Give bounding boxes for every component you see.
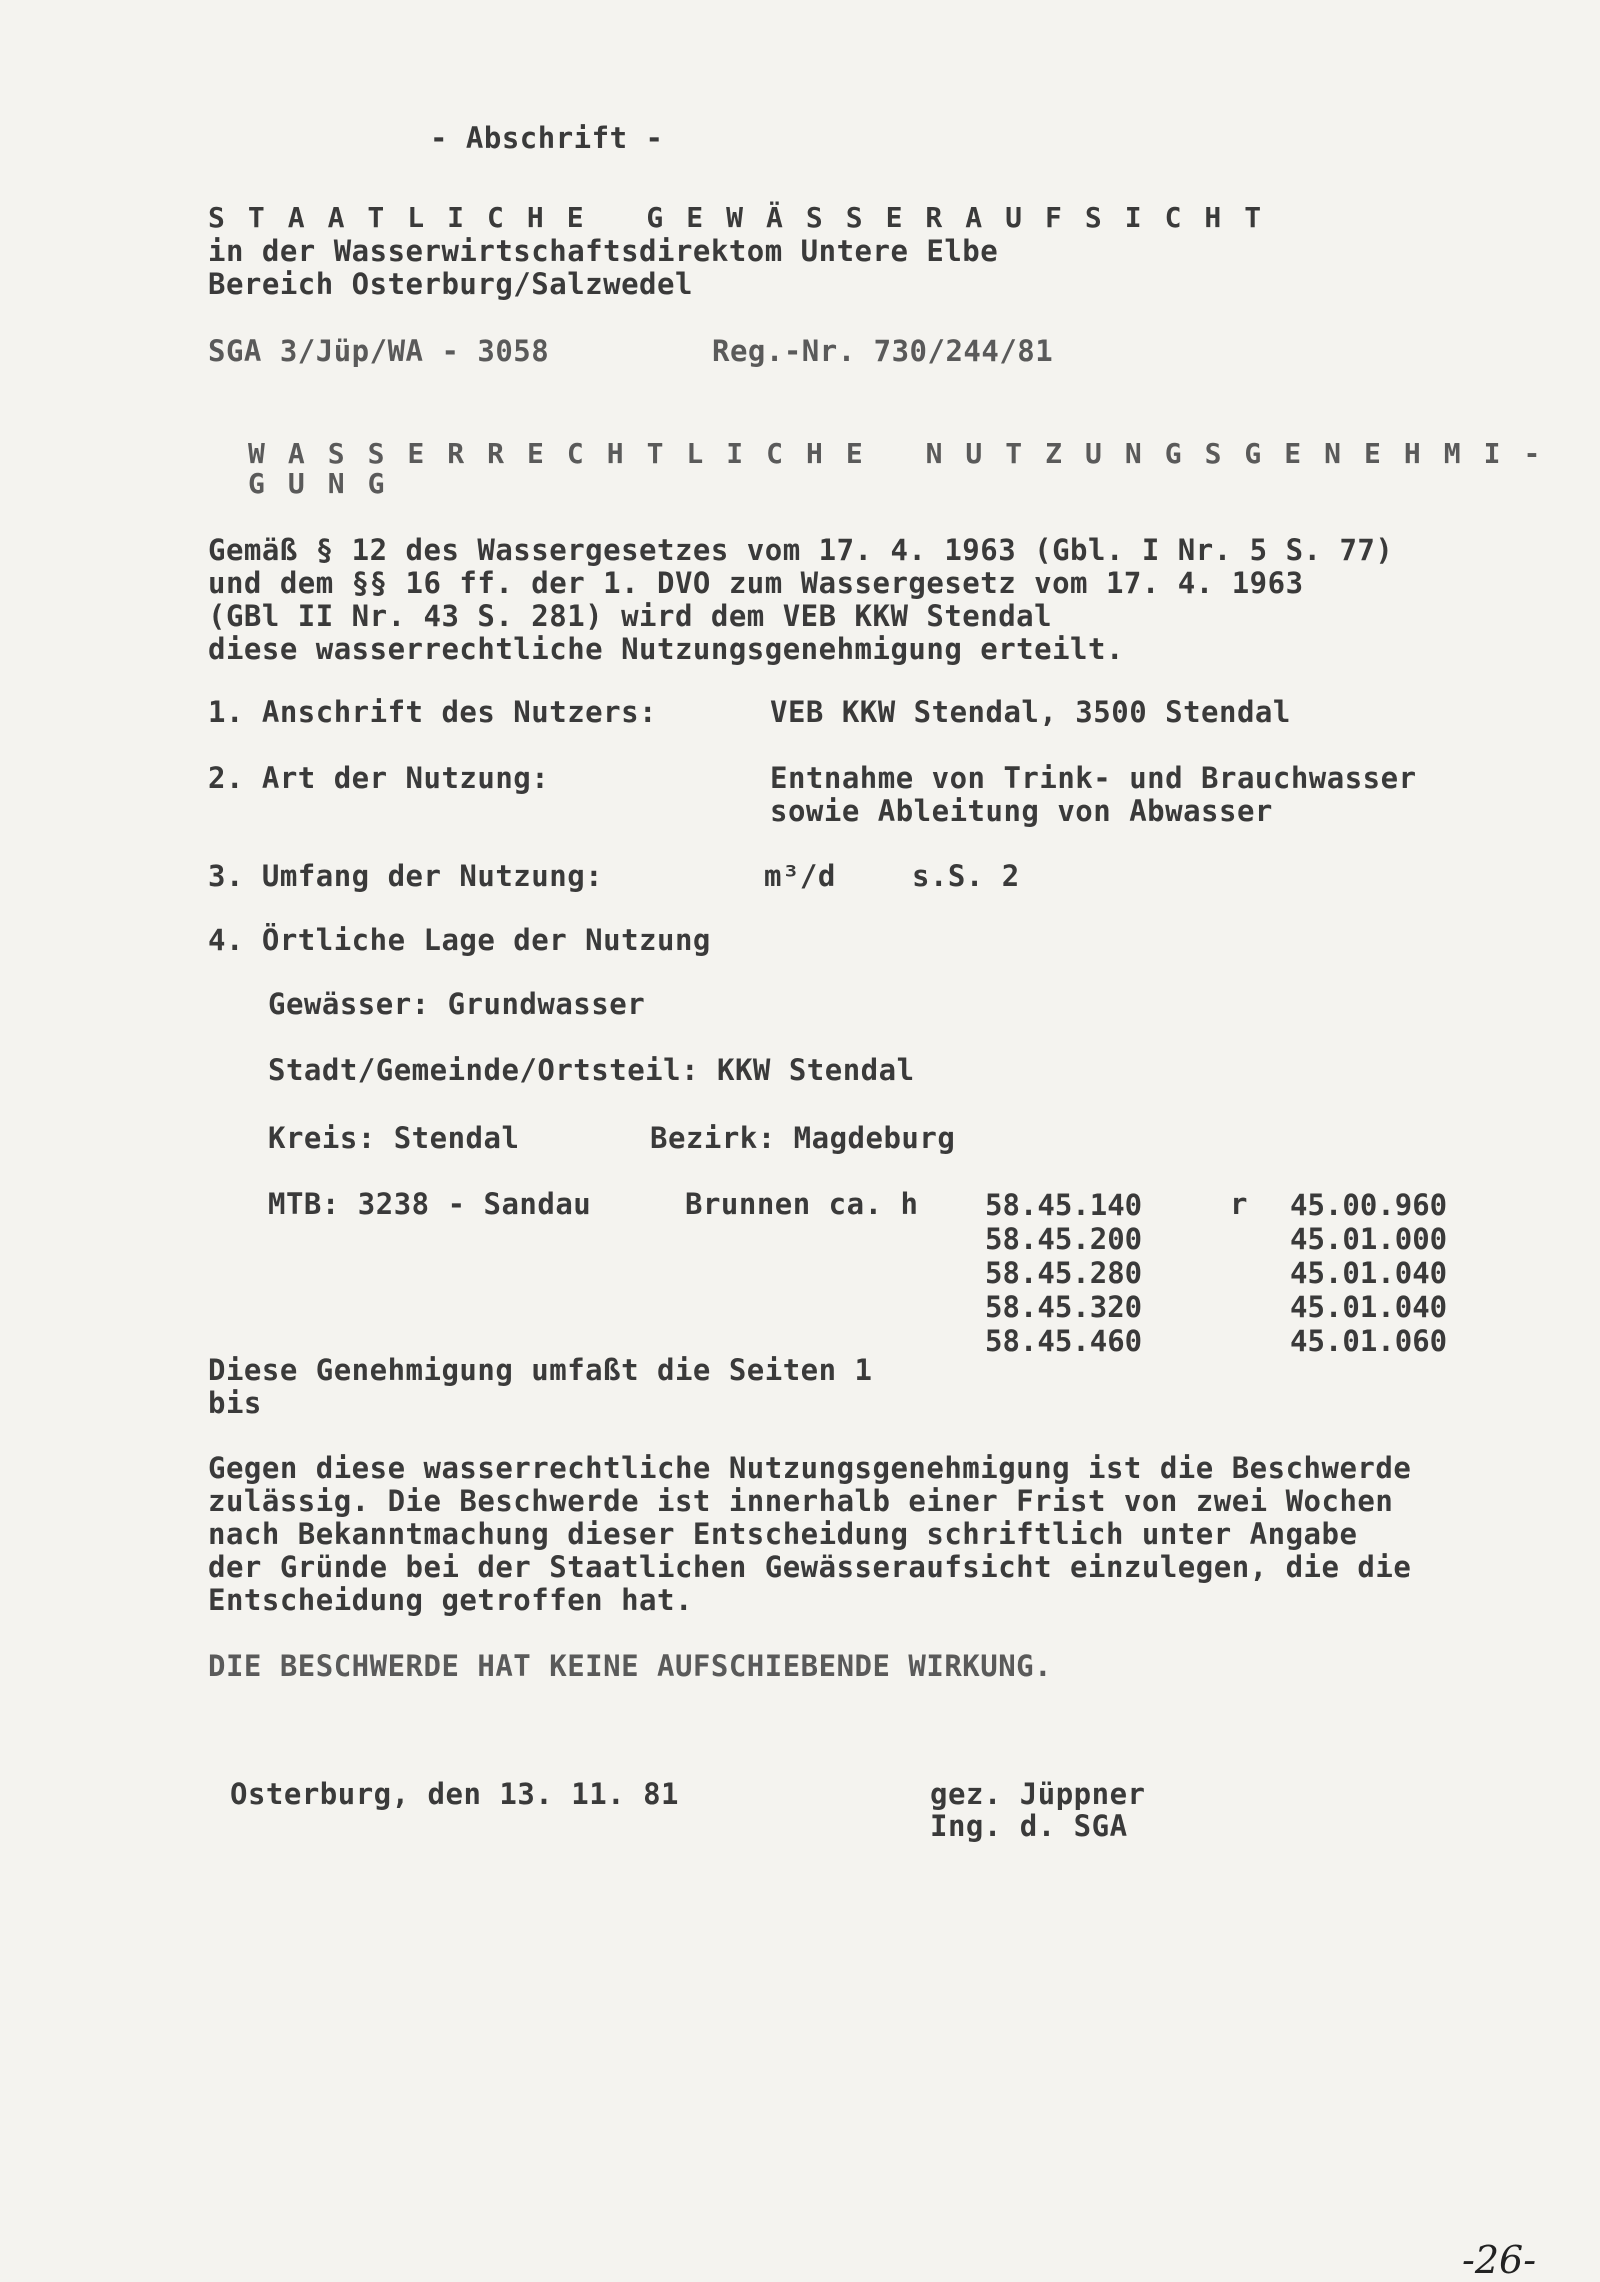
place-and-date: Osterburg, den 13. 11. 81: [230, 1777, 679, 1811]
r-label: r: [1230, 1187, 1248, 1221]
coordinate-r: 45.01.000: [1290, 1222, 1448, 1256]
coordinate-h: 58.45.320: [985, 1290, 1143, 1324]
signature-role: Ing. d. SGA: [930, 1809, 1128, 1843]
item-3-label: 3. Umfang der Nutzung:: [208, 859, 604, 893]
appeal-line: nach Bekanntmachung dieser Entscheidung schriftlich unter Angabe: [208, 1517, 1358, 1551]
file-number: SGA 3/Jüp/WA - 3058: [208, 334, 550, 368]
item-2-value-line-1: Entnahme von Trink- und Brauchwasser: [770, 761, 1417, 795]
coordinate-r: 45.01.040: [1290, 1256, 1448, 1290]
coordinate-h: 58.45.460: [985, 1324, 1143, 1358]
region: Bezirk: Magdeburg: [650, 1121, 956, 1155]
coordinate-h: 58.45.200: [985, 1222, 1143, 1256]
item-1-value: VEB KKW Stendal, 3500 Stendal: [770, 695, 1291, 729]
item-4-label: 4. Örtliche Lage der Nutzung: [208, 923, 711, 957]
coordinate-h: 58.45.280: [985, 1256, 1143, 1290]
item-1-label: 1. Anschrift des Nutzers:: [208, 695, 657, 729]
scope-line: Diese Genehmigung umfaßt die Seiten 1: [208, 1353, 873, 1387]
intro-line: und dem §§ 16 ff. der 1. DVO zum Wassergesetz vom 17. 4. 1963: [208, 566, 1304, 600]
title-line-1: WASSERRECHTLICHE NUTZUNGSGENEHMI-: [248, 437, 1564, 470]
title-line-2: GUNG: [248, 467, 408, 500]
coordinate-h: 58.45.140: [985, 1188, 1143, 1222]
intro-line: Gemäß § 12 des Wassergesetzes vom 17. 4. 1963 (Gbl. I Nr. 5 S. 77): [208, 533, 1394, 567]
well-label: Brunnen ca. h: [685, 1187, 919, 1221]
item-2-label: 2. Art der Nutzung:: [208, 761, 550, 795]
no-suspensive-effect-notice: DIE BESCHWERDE HAT KEINE AUFSCHIEBENDE WIRKUNG.: [208, 1649, 1053, 1683]
scope-line: bis: [208, 1386, 262, 1420]
appeal-line: der Gründe bei der Staatlichen Gewässeraufsicht einzulegen, die die: [208, 1550, 1412, 1584]
coordinate-r: 45.00.960: [1290, 1188, 1448, 1222]
item-2-value-line-2: sowie Ableitung von Abwasser: [770, 794, 1273, 828]
item-3-unit: m³/d: [764, 859, 836, 893]
waters: Gewässer: Grundwasser: [268, 987, 646, 1021]
intro-line: diese wasserrechtliche Nutzungsgenehmigung erteilt.: [208, 632, 1124, 666]
authority-line-3: Bereich Osterburg/Salzwedel: [208, 267, 693, 301]
district: Kreis: Stendal: [268, 1121, 520, 1155]
coordinate-r: 45.01.060: [1290, 1324, 1448, 1358]
intro-line: (GBl II Nr. 43 S. 281) wird dem VEB KKW Stendal: [208, 599, 1053, 633]
registration-number: Reg.-Nr. 730/244/81: [712, 334, 1054, 368]
page-number: -26-: [1462, 2238, 1537, 2282]
appeal-line: zulässig. Die Beschwerde ist innerhalb einer Frist von zwei Wochen: [208, 1484, 1394, 1518]
signature-name: gez. Jüppner: [930, 1777, 1146, 1811]
mtb: MTB: 3238 - Sandau: [268, 1187, 592, 1221]
item-3-value: s.S. 2: [912, 859, 1020, 893]
coordinate-r: 45.01.040: [1290, 1290, 1448, 1324]
authority-name: STAATLICHE GEWÄSSERAUFSICHT: [208, 201, 1285, 234]
copy-label: - Abschrift -: [430, 121, 664, 155]
appeal-line: Entscheidung getroffen hat.: [208, 1583, 693, 1617]
city: Stadt/Gemeinde/Ortsteil: KKW Stendal: [268, 1053, 915, 1087]
appeal-line: Gegen diese wasserrechtliche Nutzungsgenehmigung ist die Beschwerde: [208, 1451, 1412, 1485]
authority-line-2: in der Wasserwirtschaftsdirektom Untere Elbe: [208, 234, 999, 268]
